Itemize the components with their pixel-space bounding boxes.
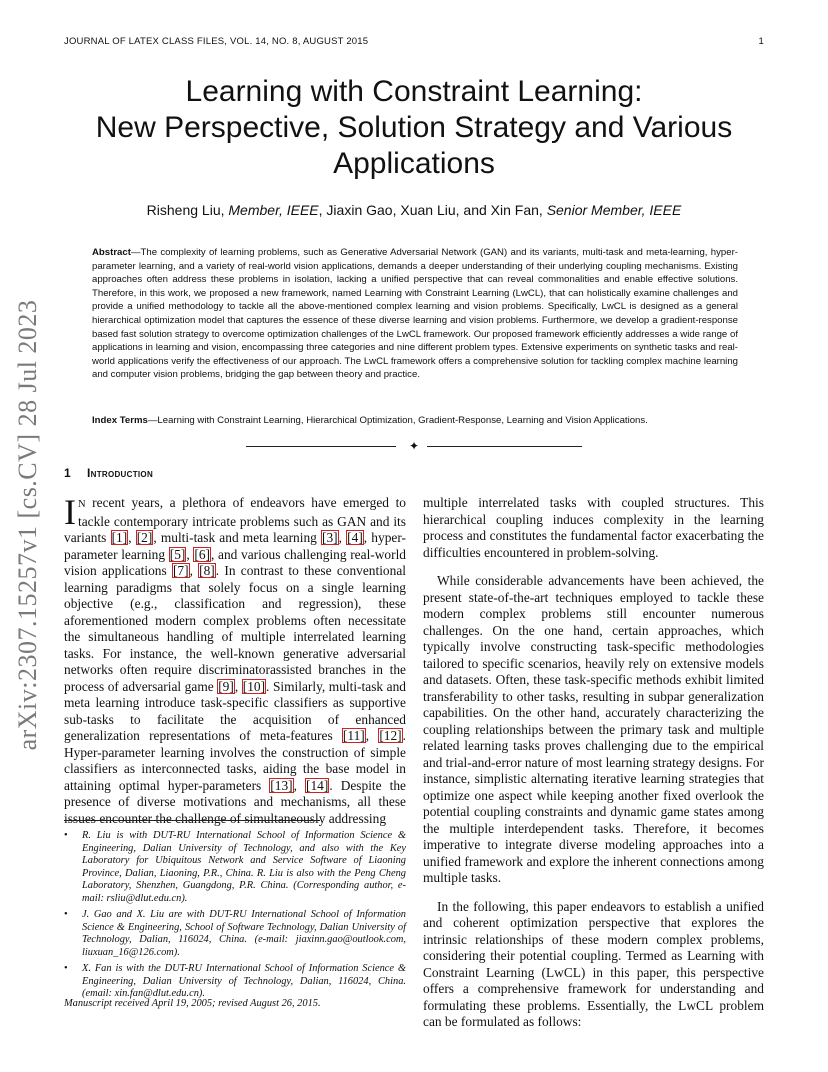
footnote-text: R. Liu is with DUT-RU International School of Information Science & Engineering, Dalian University of Technology, and also with the Key Laboratory for Ubiquitous Network and Service Software of Liaoning Province, Dalian, Liaoning, P.R., China. R. Liu is also with the Peng Cheng Laboratory, Shenzhen, Guangdong, P.R. China. (Corresponding author, e-mail: rsliu@dlut.edu.cn).	[82, 830, 406, 904]
footnote-2	[64, 909, 406, 959]
author-last-role: Senior Member, IEEE	[546, 202, 682, 218]
text-run: , and various challenging real-world vision applications	[64, 546, 406, 578]
abstract	[92, 246, 738, 382]
text-run: ,	[365, 728, 379, 743]
separator-line-left	[246, 446, 396, 447]
citation-link[interactable]: [1]	[111, 530, 128, 545]
text-run: ,	[189, 563, 199, 578]
paper-title	[40, 74, 788, 182]
intro-paragraph-3: While considerable advancements have been achieved, the present state-of-the-art techniques employed to tackle these modern complex problems still encounter numerous challenges. On the one hand, certain approaches, which typically involve constructing task-specific methodologies tailored to specific scenarios, heavily rely on extensive models and datasets. Often, these task-specific methods exhibit limited transferability to other tasks, resulting in subpar generalization capabilities. On the other hand, accurately characterizing the coupling relationships between the primary task and multiple related learning tasks proves challenging due to the empirical and trial-and-error nature of most learning strategy designs. For instance, simplistic alternating iterative learning strategies that optimize one aspect while keeping another fixed overlook the potential coupling constraints and dynamic game states among the multiple interdependent tasks. Therefore, it becomes imperative to integrate diverse modeling approaches into a unified framework and explore the inherent connections among multiple tasks.	[423, 573, 764, 885]
footnote-rule	[64, 820, 320, 821]
citation-link[interactable]: [4]	[347, 530, 363, 545]
citation-link[interactable]: [5]	[169, 546, 186, 562]
text-run: , hyper-parameter learning	[64, 530, 406, 562]
running-header	[64, 36, 764, 47]
text-run: , multi-task and meta learning	[153, 530, 322, 545]
citation-link[interactable]: [14]	[306, 777, 329, 793]
text-run: recent years, a plethora of endeavors have emerged to tackle contemporary intricate problems such as GAN and its variants	[64, 495, 406, 545]
intro-paragraph-2: multiple interrelated tasks with coupled structures. This hierarchical coupling induces complexity in the learning process and constitutes the fundamental factor exacerbating the difficulties encountered in problem-solving.	[423, 495, 764, 560]
drop-cap: I	[64, 492, 76, 532]
text-run: ,	[234, 678, 242, 694]
section-heading	[64, 466, 153, 480]
text-run: . Hyper-parameter learning involves the construction of simple classifiers as interconnected tasks, aiding the base model in attaining optimal hyper-parameters	[64, 728, 406, 793]
title-line-3: Applications	[333, 147, 495, 180]
author-1-role: Member, IEEE	[228, 202, 319, 218]
citation-link[interactable]: [12]	[379, 728, 402, 743]
index-terms-text: —Learning with Constraint Learning, Hierarchical Optimization, Gradient-Response, Learning and Vision Applications.	[147, 415, 648, 426]
citation-link[interactable]: [6]	[194, 546, 210, 562]
lead-smallcaps: N	[78, 499, 86, 510]
citation-link[interactable]: [13]	[270, 777, 293, 793]
right-column	[423, 495, 764, 1031]
intro-paragraph-1	[64, 492, 406, 827]
text-run: . Despite the presence of diverse motivations and mechanisms, all these issues encounter the challenge of simultaneously addressing	[64, 777, 406, 826]
index-terms	[92, 414, 738, 428]
page-number: 1	[758, 36, 764, 47]
citation-link[interactable]: [2]	[136, 530, 153, 545]
separator-line-right	[427, 446, 582, 447]
footnote-bullet: •	[64, 830, 68, 841]
footnote-bullet: •	[64, 963, 68, 974]
author-1: Risheng Liu,	[146, 202, 229, 218]
citation-link[interactable]: [11]	[342, 728, 365, 743]
left-column	[64, 492, 406, 827]
text-run: ,	[186, 546, 194, 562]
citation-link[interactable]: [10]	[242, 678, 266, 694]
footnote-bullet: •	[64, 909, 68, 920]
citation-link[interactable]: [3]	[322, 530, 338, 545]
section-separator	[246, 440, 582, 452]
abstract-label: Abstract	[92, 247, 131, 258]
intro-paragraph-4: In the following, this paper endeavors to establish a unified and coherent optimization perspective that explores the intrinsic relationships of these modern complex problems, considering their potential coupling. Termed as Learning with Constraint Learning (LwCL) in this paper, this perspective offers a comprehensive framework for understanding and formulating these problems. Essentially, the LwCL problem can be formulated as follows:	[423, 898, 764, 1029]
citation-link[interactable]: [7]	[172, 563, 189, 578]
text-run: ,	[128, 530, 136, 545]
text-run: ,	[293, 777, 305, 793]
footnotes	[64, 826, 406, 1001]
title-line-2: New Perspective, Solution Strategy and Various	[95, 111, 733, 144]
citation-link[interactable]: [9]	[218, 678, 234, 694]
section-title: Introduction	[86, 466, 154, 480]
text-run: ,	[338, 530, 347, 545]
journal-header: JOURNAL OF LATEX CLASS FILES, VOL. 14, NO. 8, AUGUST 2015	[64, 36, 369, 47]
author-middle: , Jiaxin Gao, Xuan Liu, and Xin Fan,	[318, 202, 547, 218]
text-run: . Similarly, multi-task and meta learning introduce task-specific classifiers as supportive sub-tasks to facilitate the acquisition of enhanced generalization representations of meta-features	[64, 678, 406, 743]
citation-link[interactable]: [8]	[199, 563, 215, 578]
separator-diamond-icon: ✦	[408, 439, 420, 453]
text-run: . In contrast to these conventional learning paradigms that solely focus on a single learning objective (e.g., classification and regression), these aforementioned modern complex problems often necessitate the simultaneous handling of multiple interrelated learning tasks. For instance, the well-known generative adversarial networks often require discriminatorassisted branches in the process of adversarial game	[64, 563, 406, 694]
author-list	[40, 202, 788, 218]
abstract-text: —The complexity of learning problems, such as Generative Adversarial Network (GAN) and its variants, multi-task and meta-learning, hyper-parameter learning, and a variety of real-world vision applications, demands a deeper understanding of their underlying coupling mechanisms. Existing approaches often address these problems in isolation, lacking a unified perspective that can reveal commonalities and enable effective solutions. Therefore, in this work, we proposed a new framework, named Learning with Constraint Learning (LwCL), that can holistically examine challenges and provide a unified methodology to tackle all the above-mentioned complex learning and vision problems. Specifically, LwCL is designed as a general hierarchical optimization model that captures the essence of these diverse learning and vision problems. Furthermore, we develop a gradient-response based fast solution strategy to overcome optimization challenges of the LwCL framework. Our proposed framework efficiently addresses a wide range of applications in learning and vision, encompassing three categories and nine different problem types. Extensive experiments on synthetic tasks and real-world applications verify the effectiveness of our approach. The LwCL framework offers a comprehensive solution for tackling complex machine learning and computer vision problems, bridging the gap between theory and practice.	[92, 247, 738, 381]
arxiv-stamp	[6, 290, 50, 760]
footnote-3	[64, 963, 406, 1001]
manuscript-note: Manuscript received April 19, 2005; revised August 26, 2015.	[64, 998, 321, 1009]
title-line-1: Learning with Constraint Learning:	[185, 75, 643, 108]
arxiv-stamp-text: arXiv:2307.15257v1 [cs.CV] 28 Jul 2023	[13, 299, 42, 751]
footnote-1	[64, 830, 406, 905]
section-number: 1	[64, 466, 71, 480]
footnote-text: J. Gao and X. Liu are with DUT-RU International School of Information Science & Engineering, School of Software Technology, Dalian University of Technology, Dalian, 116024, China. (e-mail: jiaxinn.gao@outlook.com, liuxuan_16@126.com).	[82, 909, 406, 958]
index-terms-label: Index Terms	[92, 415, 148, 426]
footnote-text: X. Fan is with the DUT-RU International School of Information Science & Engineering, Dalian University of Technology, Dalian, 116024, China. (email: xin.fan@dlut.edu.cn).	[82, 963, 406, 999]
